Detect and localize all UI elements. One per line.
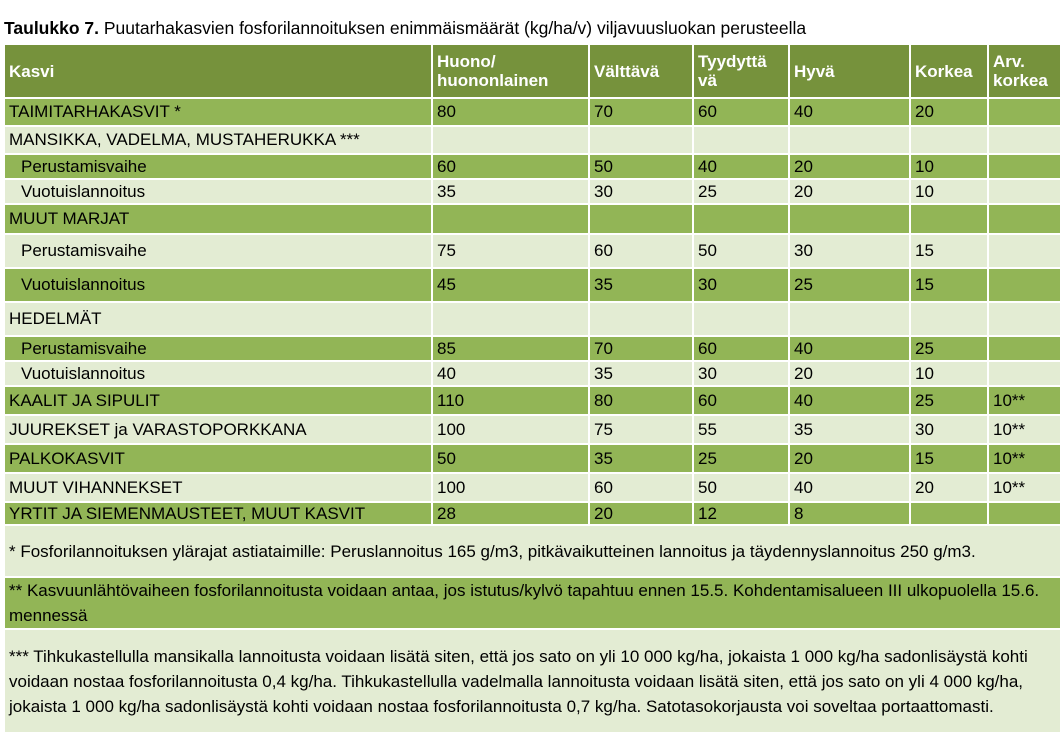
value-cell: 60 bbox=[589, 234, 693, 268]
value-cell: 85 bbox=[432, 336, 589, 361]
value-cell: 12 bbox=[693, 502, 789, 525]
header-arv-korkea: Arv. korkea bbox=[988, 44, 1061, 98]
value-cell: 8 bbox=[789, 502, 910, 525]
row-label-cell: KAALIT JA SIPULIT bbox=[4, 386, 432, 415]
value-cell: 25 bbox=[910, 336, 988, 361]
value-cell bbox=[988, 361, 1061, 386]
value-cell: 35 bbox=[789, 415, 910, 444]
footnote-row bbox=[4, 629, 1061, 733]
row-label-cell: TAIMITARHAKASVIT * bbox=[4, 98, 432, 126]
table-row bbox=[4, 336, 1061, 361]
table-body bbox=[4, 98, 1061, 733]
value-cell: 40 bbox=[789, 98, 910, 126]
value-cell: 100 bbox=[432, 415, 589, 444]
value-cell bbox=[789, 302, 910, 336]
value-cell bbox=[432, 126, 589, 154]
row-label-cell: Perustamisvaihe bbox=[4, 234, 432, 268]
table-row bbox=[4, 204, 1061, 234]
value-cell bbox=[988, 502, 1061, 525]
row-label-cell: Perustamisvaihe bbox=[4, 154, 432, 179]
value-cell bbox=[988, 98, 1061, 126]
row-label-cell: MUUT MARJAT bbox=[4, 204, 432, 234]
value-cell bbox=[789, 204, 910, 234]
value-cell bbox=[589, 204, 693, 234]
table-caption-label: Taulukko 7. bbox=[4, 18, 99, 38]
table-row bbox=[4, 361, 1061, 386]
value-cell: 40 bbox=[432, 361, 589, 386]
value-cell bbox=[693, 302, 789, 336]
row-label-cell: MANSIKKA, VADELMA, MUSTAHERUKKA *** bbox=[4, 126, 432, 154]
header-row bbox=[4, 44, 1061, 98]
value-cell: 55 bbox=[693, 415, 789, 444]
value-cell: 20 bbox=[589, 502, 693, 525]
value-cell: 25 bbox=[693, 179, 789, 204]
value-cell bbox=[988, 126, 1061, 154]
value-cell: 25 bbox=[693, 444, 789, 473]
table-row bbox=[4, 502, 1061, 525]
value-cell bbox=[988, 302, 1061, 336]
value-cell: 70 bbox=[589, 336, 693, 361]
table-row bbox=[4, 98, 1061, 126]
table-row bbox=[4, 386, 1061, 415]
footnote-text: * Fosforilannoituksen ylärajat astiataimille: Peruslannoitus 165 g/m3, pitkävaikutteinen lannoitus ja täydennyslannoitus 250 g/m3. bbox=[4, 525, 1061, 577]
value-cell: 80 bbox=[589, 386, 693, 415]
value-cell: 20 bbox=[910, 473, 988, 502]
table-row bbox=[4, 302, 1061, 336]
value-cell: 30 bbox=[789, 234, 910, 268]
value-cell: 25 bbox=[910, 386, 988, 415]
value-cell: 10** bbox=[988, 444, 1061, 473]
value-cell bbox=[910, 204, 988, 234]
table-row bbox=[4, 444, 1061, 473]
table-caption-text: Puutarhakasvien fosforilannoituksen enimmäismäärät (kg/ha/v) viljavuusluokan perusteella bbox=[98, 18, 807, 38]
value-cell bbox=[693, 204, 789, 234]
value-cell: 60 bbox=[693, 98, 789, 126]
header-korkea: Korkea bbox=[910, 44, 988, 98]
table-row bbox=[4, 268, 1061, 302]
value-cell: 10 bbox=[910, 179, 988, 204]
value-cell: 30 bbox=[693, 268, 789, 302]
row-label-cell: HEDELMÄT bbox=[4, 302, 432, 336]
value-cell: 25 bbox=[789, 268, 910, 302]
value-cell: 10** bbox=[988, 473, 1061, 502]
value-cell: 35 bbox=[589, 268, 693, 302]
value-cell: 60 bbox=[693, 386, 789, 415]
row-label-cell: Vuotuislannoitus bbox=[4, 179, 432, 204]
footnote-text: *** Tihkukastellulla mansikalla lannoitusta voidaan lisätä siten, että jos sato on yli 10 000 kg/ha, jokaista 1 000 kg/ha sadonlisäystä kohti voidaan nostaa fosforilannoitusta 0,4 kg/ha. Tihkukastellulla vadelmalla lannoitusta voidaan lisätä siten, että jos sato on yli 4 000 kg/ha, jokaista 1 000 kg/ha sadonlisäystä kohti voidaan nostaa fosforilannoitusta 0,7 kg/ha. Satotasokorjausta voi soveltaa portaattomasti. bbox=[4, 629, 1061, 733]
value-cell: 40 bbox=[789, 473, 910, 502]
value-cell bbox=[910, 502, 988, 525]
header-hyva: Hyvä bbox=[789, 44, 910, 98]
table-row bbox=[4, 234, 1061, 268]
row-label-cell: Vuotuislannoitus bbox=[4, 361, 432, 386]
row-label-cell: JUUREKSET ja VARASTOPORKKANA bbox=[4, 415, 432, 444]
value-cell: 75 bbox=[589, 415, 693, 444]
value-cell bbox=[910, 302, 988, 336]
value-cell: 20 bbox=[789, 361, 910, 386]
value-cell: 15 bbox=[910, 268, 988, 302]
row-label-cell: Perustamisvaihe bbox=[4, 336, 432, 361]
value-cell: 60 bbox=[693, 336, 789, 361]
value-cell: 10** bbox=[988, 386, 1061, 415]
table-row bbox=[4, 415, 1061, 444]
value-cell: 70 bbox=[589, 98, 693, 126]
table-row bbox=[4, 473, 1061, 502]
row-label-cell: PALKOKASVIT bbox=[4, 444, 432, 473]
value-cell: 40 bbox=[789, 336, 910, 361]
value-cell: 35 bbox=[589, 444, 693, 473]
value-cell: 50 bbox=[432, 444, 589, 473]
value-cell bbox=[910, 126, 988, 154]
value-cell: 110 bbox=[432, 386, 589, 415]
value-cell: 20 bbox=[789, 444, 910, 473]
value-cell bbox=[589, 126, 693, 154]
fertilization-table bbox=[3, 43, 1062, 734]
value-cell bbox=[988, 336, 1061, 361]
header-huono: Huono/ huononlainen bbox=[432, 44, 589, 98]
footnote-row bbox=[4, 577, 1061, 629]
table-caption bbox=[4, 14, 1059, 43]
row-label-cell: Vuotuislannoitus bbox=[4, 268, 432, 302]
value-cell: 75 bbox=[432, 234, 589, 268]
value-cell: 35 bbox=[589, 361, 693, 386]
value-cell: 60 bbox=[432, 154, 589, 179]
value-cell: 50 bbox=[693, 473, 789, 502]
value-cell bbox=[988, 179, 1061, 204]
row-label-cell: YRTIT JA SIEMENMAUSTEET, MUUT KASVIT bbox=[4, 502, 432, 525]
value-cell bbox=[988, 268, 1061, 302]
value-cell: 60 bbox=[589, 473, 693, 502]
value-cell bbox=[789, 126, 910, 154]
value-cell: 10 bbox=[910, 154, 988, 179]
value-cell: 40 bbox=[789, 386, 910, 415]
header-tyydyttava: Tyydyttä vä bbox=[693, 44, 789, 98]
value-cell: 50 bbox=[589, 154, 693, 179]
value-cell: 20 bbox=[910, 98, 988, 126]
value-cell bbox=[432, 204, 589, 234]
value-cell: 15 bbox=[910, 444, 988, 473]
value-cell bbox=[432, 302, 589, 336]
table-row bbox=[4, 179, 1061, 204]
table-row bbox=[4, 126, 1061, 154]
value-cell: 20 bbox=[789, 154, 910, 179]
value-cell: 30 bbox=[910, 415, 988, 444]
value-cell: 15 bbox=[910, 234, 988, 268]
table-row bbox=[4, 154, 1061, 179]
value-cell bbox=[693, 126, 789, 154]
value-cell: 30 bbox=[693, 361, 789, 386]
header-kasvi: Kasvi bbox=[4, 44, 432, 98]
value-cell: 28 bbox=[432, 502, 589, 525]
value-cell: 50 bbox=[693, 234, 789, 268]
value-cell: 30 bbox=[589, 179, 693, 204]
value-cell: 20 bbox=[789, 179, 910, 204]
value-cell: 35 bbox=[432, 179, 589, 204]
value-cell: 40 bbox=[693, 154, 789, 179]
value-cell: 10 bbox=[910, 361, 988, 386]
value-cell bbox=[988, 204, 1061, 234]
table-header bbox=[4, 44, 1061, 98]
header-valttava: Välttävä bbox=[589, 44, 693, 98]
value-cell: 80 bbox=[432, 98, 589, 126]
value-cell: 100 bbox=[432, 473, 589, 502]
value-cell bbox=[988, 154, 1061, 179]
footnote-text: ** Kasvuunlähtövaiheen fosforilannoitusta voidaan antaa, jos istutus/kylvö tapahtuu ennen 15.5. Kohdentamisalueen III ulkopuolella 15.6. mennessä bbox=[4, 577, 1061, 629]
value-cell bbox=[988, 234, 1061, 268]
value-cell: 10** bbox=[988, 415, 1061, 444]
footnote-row bbox=[4, 525, 1061, 577]
row-label-cell: MUUT VIHANNEKSET bbox=[4, 473, 432, 502]
value-cell: 45 bbox=[432, 268, 589, 302]
value-cell bbox=[589, 302, 693, 336]
